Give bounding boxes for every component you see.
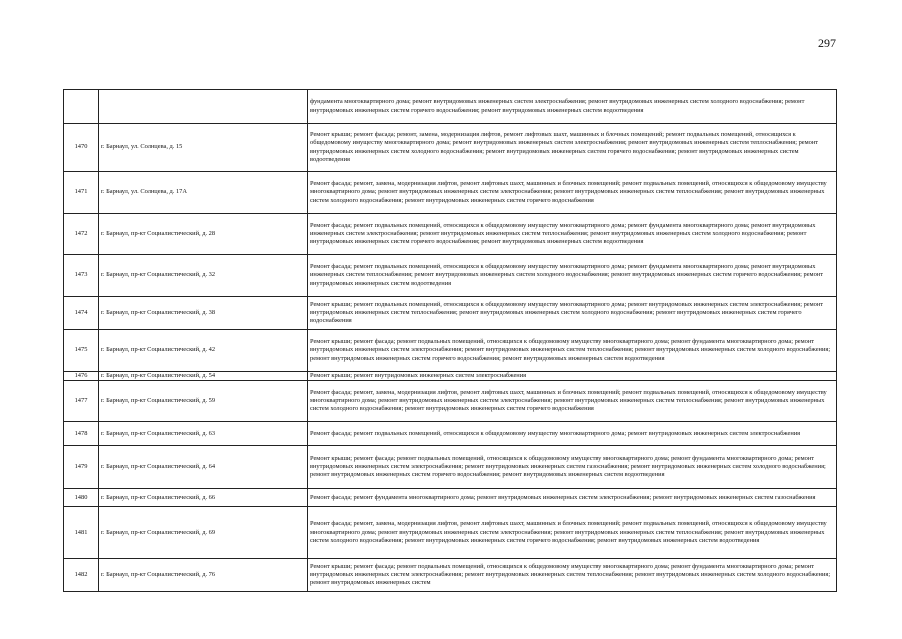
row-address: г. Барнаул, пр-кт Социалистический, д. 69 bbox=[99, 507, 308, 559]
row-address: г. Барнаул, пр-кт Социалистический, д. 64 bbox=[99, 446, 308, 489]
row-number: 1471 bbox=[64, 172, 99, 214]
row-address: г. Барнаул, пр-кт Социалистический, д. 66 bbox=[99, 489, 308, 507]
row-address: г. Барнаул, пр-кт Социалистический, д. 32 bbox=[99, 255, 308, 297]
row-number: 1474 bbox=[64, 297, 99, 330]
row-address: г. Барнаул, ул. Солнцева, д. 17А bbox=[99, 172, 308, 214]
table-row bbox=[64, 381, 837, 422]
table-row bbox=[64, 559, 837, 592]
row-address: г. Барнаул, пр-кт Социалистический, д. 59 bbox=[99, 381, 308, 422]
row-number: 1481 bbox=[64, 507, 99, 559]
row-works: Ремонт фасада; ремонт, замена, модернизация лифтов, ремонт лифтовых шахт, машинных и блочных помещений; ремонт подвальных помещений, относящихся к общедомовому имуществу многоквартирного дома; ремонт внутридомовых инженерных систем электроснабжения; ремонт внутридомовых инженерных систем теплоснабжения; ремонт внутридомовых инженерных систем холодного водоснабжения; ремонт внутридомовых инженерных систем горячего водоснабжения; ремонт внутридомовых инженерных систем водоотведения bbox=[308, 507, 837, 559]
row-number: 1479 bbox=[64, 446, 99, 489]
row-works: Ремонт фасада; ремонт подвальных помещений, относящихся к общедомовому имуществу многоквартирного дома; ремонт фундамента многоквартирного дома; ремонт внутридомовых инженерных систем электроснабжения; ремонт внутридомовых инженерных систем теплоснабжения; ремонт внутридомовых инженерных систем холодного водоснабжения; ремонт внутридомовых инженерных систем горячего водоснабжения; ремонт внутридомовых инженерных систем водоотведения bbox=[308, 214, 837, 255]
row-address: г. Барнаул, пр-кт Социалистический, д. 54 bbox=[99, 372, 308, 381]
table-row bbox=[64, 507, 837, 559]
table-row bbox=[64, 172, 837, 214]
table-row bbox=[64, 422, 837, 446]
table-row bbox=[64, 90, 837, 124]
row-number: 1480 bbox=[64, 489, 99, 507]
row-works: Ремонт фасада; ремонт, замена, модернизация лифтов, ремонт лифтовых шахт, машинных и блочных помещений; ремонт подвальных помещений, относящихся к общедомовому имуществу многоквартирного дома; ремонт внутридомовых инженерных систем электроснабжения; ремонт внутридомовых инженерных систем теплоснабжения; ремонт внутридомовых инженерных систем холодного водоснабжения; ремонт внутридомовых инженерных систем горячего водоснабжения bbox=[308, 172, 837, 214]
row-address: г. Барнаул, пр-кт Социалистический, д. 28 bbox=[99, 214, 308, 255]
row-works: Ремонт крыши; ремонт внутридомовых инженерных систем электроснабжения bbox=[308, 372, 837, 381]
row-works: Ремонт крыши; ремонт фасада; ремонт подвальных помещений, относящихся к общедомовому имуществу многоквартирного дома; ремонт фундамента многоквартирного дома; ремонт внутридомовых инженерных систем электроснабжения; ремонт внутридомовых инженерных систем теплоснабжения; ремонт внутридомовых инженерных систем холодного водоснабжения; ремонт внутридомовых инженерных систем bbox=[308, 559, 837, 592]
row-number: 1482 bbox=[64, 559, 99, 592]
row-number: 1476 bbox=[64, 372, 99, 381]
row-address: г. Барнаул, пр-кт Социалистический, д. 42 bbox=[99, 330, 308, 372]
row-works: Ремонт фасада; ремонт подвальных помещений, относящихся к общедомовому имуществу многоквартирного дома; ремонт фундамента многоквартирного дома; ремонт внутридомовых инженерных систем теплоснабжения; ремонт внутридомовых инженерных систем холодного водоснабжения; ремонт внутридомовых инженерных систем горячего водоснабжения; ремонт внутридомовых инженерных систем водоотведения bbox=[308, 255, 837, 297]
row-number: 1477 bbox=[64, 381, 99, 422]
row-address bbox=[99, 90, 308, 124]
row-address: г. Барнаул, пр-кт Социалистический, д. 76 bbox=[99, 559, 308, 592]
row-works: Ремонт крыши; ремонт фасада; ремонт подвальных помещений, относящихся к общедомовому имуществу многоквартирного дома; ремонт фундамента многоквартирного дома; ремонт внутридомовых инженерных систем электроснабжения; ремонт внутридомовых инженерных систем теплоснабжения; ремонт внутридомовых инженерных систем холодного водоснабжения; ремонт внутридомовых инженерных систем горячего водоснабжения; ремонт внутридомовых инженерных систем водоотведения bbox=[308, 330, 837, 372]
row-number: 1473 bbox=[64, 255, 99, 297]
row-works: Ремонт крыши; ремонт фасада; ремонт, замена, модернизация лифтов, ремонт лифтовых шахт, машинных и блочных помещений; ремонт подвальных помещений, относящихся к общедомовому имуществу многоквартирного дома; ремонт внутридомовых инженерных систем электроснабжения; ремонт внутридомовых инженерных систем теплоснабжения; ремонт внутридомовых инженерных систем холодного водоснабжения; ремонт внутридомовых инженерных систем горячего водоснабжения; ремонт внутридомовых инженерных систем водоотведения bbox=[308, 124, 837, 172]
table-row bbox=[64, 446, 837, 489]
table-row bbox=[64, 372, 837, 381]
table-row bbox=[64, 255, 837, 297]
table-row bbox=[64, 297, 837, 330]
row-works: Ремонт фасада; ремонт фундамента многоквартирного дома; ремонт внутридомовых инженерных систем электроснабжения; ремонт внутридомовых инженерных систем газоснабжения bbox=[308, 489, 837, 507]
table-row bbox=[64, 214, 837, 255]
row-works: Ремонт крыши; ремонт фасада; ремонт подвальных помещений, относящихся к общедомовому имуществу многоквартирного дома; ремонт фундамента многоквартирного дома; ремонт внутридомовых инженерных систем электроснабжения; ремонт внутридомовых инженерных систем газоснабжения; ремонт внутридомовых инженерных систем холодного водоснабжения; ремонт внутридомовых инженерных систем горячего водоснабжения; ремонт внутридомовых инженерных систем водоотведения bbox=[308, 446, 837, 489]
row-number bbox=[64, 90, 99, 124]
row-works: Ремонт фасада; ремонт, замена, модернизация лифтов, ремонт лифтовых шахт, машинных и блочных помещений; ремонт подвальных помещений, относящихся к общедомовому имуществу многоквартирного дома; ремонт внутридомовых инженерных систем электроснабжения; ремонт внутридомовых инженерных систем теплоснабжения; ремонт внутридомовых инженерных систем холодного водоснабжения; ремонт внутридомовых инженерных систем горячего водоснабжения bbox=[308, 381, 837, 422]
row-number: 1470 bbox=[64, 124, 99, 172]
row-number: 1475 bbox=[64, 330, 99, 372]
row-address: г. Барнаул, ул. Солнцева, д. 15 bbox=[99, 124, 308, 172]
repair-schedule-table bbox=[63, 89, 837, 592]
row-address: г. Барнаул, пр-кт Социалистический, д. 38 bbox=[99, 297, 308, 330]
row-works: Ремонт фасада; ремонт подвальных помещений, относящихся к общедомовому имуществу многоквартирного дома; ремонт внутридомовых инженерных систем электроснабжения bbox=[308, 422, 837, 446]
row-number: 1472 bbox=[64, 214, 99, 255]
table-row bbox=[64, 124, 837, 172]
row-address: г. Барнаул, пр-кт Социалистический, д. 63 bbox=[99, 422, 308, 446]
row-number: 1478 bbox=[64, 422, 99, 446]
table-row bbox=[64, 330, 837, 372]
page-number: 297 bbox=[818, 36, 836, 50]
row-works: фундамента многоквартирного дома; ремонт внутридомовых инженерных систем электроснабжения; ремонт внутридомовых инженерных систем холодного водоснабжения; ремонт внутридомовых инженерных систем горячего водоснабжения; ремонт внутридомовых инженерных систем водоотведения bbox=[308, 90, 837, 124]
table-row bbox=[64, 489, 837, 507]
row-works: Ремонт крыши; ремонт подвальных помещений, относящихся к общедомовому имуществу многоквартирного дома; ремонт внутридомовых инженерных систем электроснабжения; ремонт внутридомовых инженерных систем теплоснабжения; ремонт внутридомовых инженерных систем холодного водоснабжения; ремонт внутридомовых инженерных систем горячего водоснабжения bbox=[308, 297, 837, 330]
